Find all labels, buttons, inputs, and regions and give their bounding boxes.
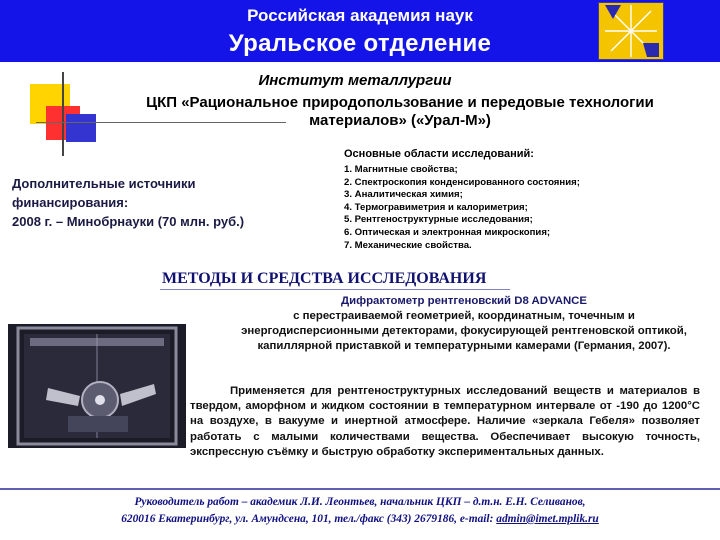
research-area-item: 4. Термогравиметрия и калориметрия; [344, 201, 528, 213]
usage-paragraph: Применяется для рентгеноструктурных исследований веществ и материалов в твердом, аморфном и жидком состоянии в температурном интервале от -190 до 1200°С на воздухе, в вакууме и инертной атмосфере. Наличие «зеркала Гебеля» позволяет работать с малыми количествами вещества. Обеспечивает высокую точность, экспрессную съёмку и быструю обработку экспериментальных данных. [190, 385, 700, 458]
research-area-item: 3. Аналитическая химия; [344, 189, 463, 201]
methods-heading: МЕТОДЫ И СРЕДСТВА ИССЛЕДОВАНИЯ [162, 270, 487, 287]
institute-title: Институт металлургии [258, 72, 452, 89]
research-area-item: 1. Магнитные свойства; [344, 164, 458, 175]
research-area-item: 6. Оптическая и электронная микроскопия; [344, 226, 551, 238]
device-name: Дифрактометр рентгеновский D8 ADVANCE [341, 295, 587, 307]
research-areas-list [344, 164, 580, 252]
research-area-item: 7. Механические свойства. [344, 239, 472, 251]
footer-divider [0, 488, 720, 490]
ckp-title: ЦКП «Рациональное природопользование и передовые технологии материалов» («Урал-М») [146, 94, 654, 129]
decor-vertical-line [62, 72, 64, 156]
methods-underline [160, 289, 510, 290]
footer-email-link[interactable]: admin@imet.mplik.ru [496, 513, 599, 525]
device-description [224, 294, 704, 354]
device-details: с перестраиваемой геометрией, координатным, точечным и энергодисперсионными детекторами, фокусирующей рентгеновской оптикой, капиллярной приставкой и температурными камерами (Германия, 2007). [241, 310, 687, 352]
branch-title: Уральское отделение [228, 30, 492, 57]
footer [0, 494, 720, 528]
academy-logo [598, 2, 664, 60]
footer-leaders: Руководитель работ – академик Л.И. Леонтьев, начальник ЦКП – д.т.н. Е.Н. Селиванов, [134, 496, 586, 508]
academy-title: Российская академия наук [247, 6, 473, 25]
funding-line: финансирования: [12, 195, 129, 210]
decor-blue-square [66, 114, 96, 142]
diffractometer-photo [8, 324, 186, 448]
header-band [0, 0, 720, 62]
research-areas-title: Основные области исследований: [344, 148, 534, 160]
footer-address [0, 511, 720, 528]
funding-line: 2008 г. – Минобрнауки (70 млн. руб.) [12, 214, 245, 229]
research-area-item: 5. Рентгеноструктурные исследования; [344, 214, 533, 226]
footer-contacts: 620016 Екатеринбург, ул. Амундсена, 101, тел./факс (343) 2679186, e-mail: [121, 513, 497, 525]
funding-line: Дополнительные источники [12, 176, 196, 191]
funding-block [12, 174, 332, 231]
research-area-item: 2. Спектроскопия конденсированного состояния; [344, 176, 580, 188]
